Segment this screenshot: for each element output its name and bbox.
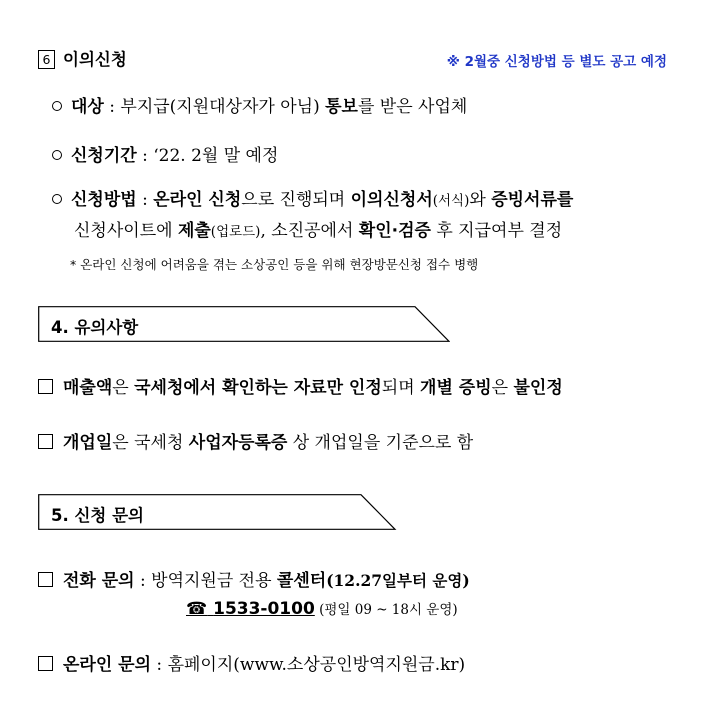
section-4-title: 4. 유의사항 (51, 318, 139, 337)
sales-individual: 개별 증빙 (420, 378, 492, 398)
target-bold: 통보 (325, 97, 358, 117)
method-verify: 확인·검증 (358, 221, 431, 241)
method-row (52, 185, 573, 210)
method-colon: : (136, 190, 154, 210)
checkbox-icon (38, 379, 53, 394)
circle-bullet-icon (52, 194, 62, 204)
phone-number-row (186, 598, 458, 619)
method-form-paren: (서식) (432, 193, 470, 209)
section-number-box: 6 (38, 50, 55, 69)
section-5-header (38, 494, 450, 530)
open-date-row (38, 428, 473, 453)
open-date-text2: 상 개업일을 기준으로 함 (287, 433, 474, 453)
online-inquiry-text: : 홈페이지(www.소상공인방역지원금.kr) (151, 655, 466, 675)
method-upload-paren: (업로드) (210, 224, 261, 240)
footnote: * 온라인 신청에 어려움을 겪는 소상공인 등을 위해 현장방문신청 접수 병행 (70, 257, 479, 272)
method-agency: , 소진공에서 (260, 221, 359, 241)
target-row (52, 92, 467, 117)
sales-note-row (38, 373, 563, 398)
method-label: 신청방법 (71, 190, 137, 210)
sales-text3: 은 (491, 378, 514, 398)
method-form: 이의신청서 (350, 190, 433, 210)
online-inquiry-label: 온라인 문의 (63, 655, 152, 675)
phone-inquiry-text: : 방역지원금 전용 (134, 571, 277, 591)
checkbox-icon (38, 434, 53, 449)
method-decision: 후 지급여부 결정 (430, 221, 563, 241)
sales-text2: 되며 (381, 378, 421, 398)
schedule-notice: ※ 2월중 신청방법 등 별도 공고 예정 (446, 54, 667, 70)
period-text: : ‘22. 2월 말 예정 (136, 146, 279, 166)
method-and: 와 (469, 190, 492, 210)
sales-label: 매출액 (63, 378, 113, 398)
section-6-title: 이의신청 (63, 50, 127, 69)
method-online: 온라인 신청 (153, 190, 242, 210)
open-date-label: 개업일 (63, 433, 113, 453)
checkbox-icon (38, 572, 53, 587)
target-text-end: 를 받은 사업체 (357, 97, 468, 117)
circle-bullet-icon (52, 150, 62, 160)
open-date-text1: 은 국세청 (112, 433, 189, 453)
circle-bullet-icon (52, 101, 62, 111)
phone-inquiry-label: 전화 문의 (63, 571, 135, 591)
period-row (52, 141, 278, 166)
method-text: 으로 진행되며 (241, 190, 351, 210)
business-registration: 사업자등록증 (188, 433, 288, 453)
phone-number[interactable] (186, 599, 315, 619)
section-6-heading (38, 46, 127, 70)
target-text: : 부지급(지원대상자가 아님) (103, 97, 326, 117)
section-5-title: 5. 신청 문의 (51, 506, 144, 525)
method-docs: 증빙서류를 (491, 190, 574, 210)
section-4-header (38, 306, 450, 342)
online-inquiry-row (38, 650, 465, 675)
call-center: 콜센터 (276, 571, 327, 591)
target-label: 대상 (71, 97, 104, 117)
phone-number-text: 1533-0100 (213, 599, 315, 619)
method-submit: 제출 (177, 221, 211, 241)
telephone-icon: ☎ (186, 599, 208, 619)
checkbox-icon (38, 656, 53, 671)
phone-hours: (평일 09 ~ 18시 운영) (314, 602, 458, 618)
sales-nts: 국세청에서 확인하는 자료만 인정 (134, 378, 382, 398)
method-site: 신청사이트에 (74, 221, 178, 241)
sales-text1: 은 (112, 378, 135, 398)
call-center-hours: (12.27일부터 운영) (326, 571, 470, 590)
period-label: 신청기간 (71, 146, 137, 166)
phone-inquiry-row (38, 566, 470, 591)
sales-not-accepted: 불인정 (513, 378, 563, 398)
method-row-continued (74, 216, 562, 241)
